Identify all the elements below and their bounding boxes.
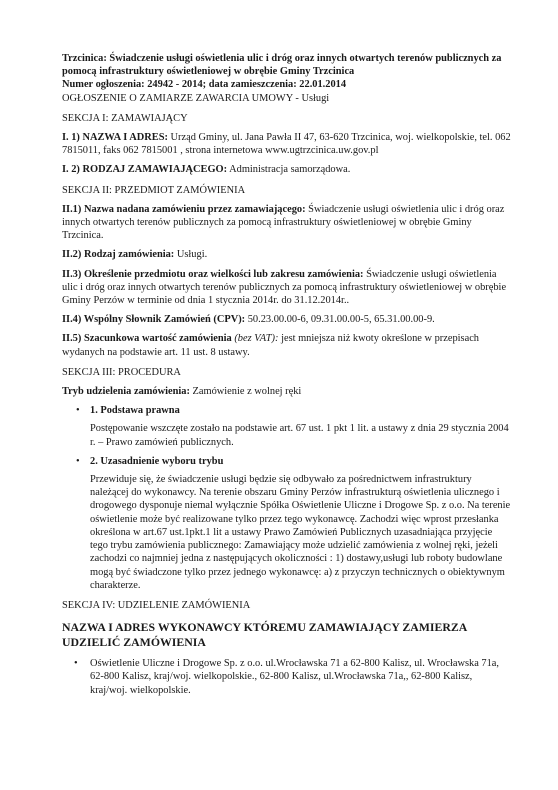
- bullet-icon: •: [76, 405, 80, 417]
- field-label: I. 2) RODZAJ ZAMAWIAJĄCEGO:: [62, 164, 228, 176]
- field-label: I. 1) NAZWA I ADRES:: [62, 132, 168, 144]
- section-2-order-scope: [62, 268, 512, 308]
- section-2-order-name: [62, 203, 512, 243]
- section-1-title: SEKCJA I: ZAMAWIAJĄCY: [62, 112, 188, 124]
- field-label: Tryb udzielenia zamówienia:: [62, 386, 190, 398]
- field-label: II.1) Nazwa nadana zamówieniu przez zamawiającego:: [62, 203, 306, 215]
- notice-type: OGŁOSZENIE O ZAMIARZE ZAWARCIA UMOWY - Usługi: [62, 92, 330, 104]
- field-note: (bez VAT):: [231, 333, 279, 345]
- legal-basis-text: Postępowanie wszczęte zostało na podstawie art. 67 ust. 1 pkt 1 lit. a ustawy z dnia 29 stycznia 2004 r. – Prawo zamówień publicznych.: [90, 423, 509, 448]
- field-label: II.3) Określenie przedmiotu oraz wielkości lub zakresu zamówienia:: [62, 268, 364, 280]
- field-value: jest mniejsza niż kwoty określone w przepisach wydanych na podstawie art. 11 ust. 8 ustawy.: [62, 333, 480, 358]
- contractor-list-item: [62, 657, 512, 697]
- field-value: Administracja samorządowa.: [227, 164, 351, 176]
- field-value: Świadczenie usługi oświetlenia ulic i dróg oraz innych otwartych terenów publicznych za pomocą infrastruktury oświetleniowej w obrębie Gminy Trzcinica.: [62, 203, 505, 242]
- field-label: II.2) Rodzaj zamówienia:: [62, 249, 175, 261]
- section-3-procedure-mode: [62, 385, 512, 398]
- field-value: Usługi.: [174, 249, 208, 261]
- contractor-heading: NAZWA I ADRES WYKONAWCY KTÓREMU ZAMAWIAJĄCY ZAMIERZA UDZIELIĆ ZAMÓWIENIA: [62, 620, 467, 649]
- legal-basis-item: [62, 404, 512, 417]
- notice-title: Trzcinica: Świadczenie usługi oświetlenia ulic i dróg oraz innych otwartych terenów publicznych za pomocą infrastruktury oświetleniowej w obrębie Gminy Trzcinica: [62, 53, 502, 78]
- field-label: II.5) Szacunkowa wartość zamówienia: [62, 333, 232, 345]
- section-2-order-type: [62, 248, 512, 261]
- section-2-title: SEKCJA II: PRZEDMIOT ZAMÓWIENIA: [62, 184, 246, 196]
- section-4-title: SEKCJA IV: UDZIELENIE ZAMÓWIENIA: [62, 599, 251, 611]
- section-2-estimated-value: [62, 332, 512, 358]
- field-label: II.4) Wspólny Słownik Zamówień (CPV):: [62, 314, 246, 326]
- notice-number-date: Numer ogłoszenia: 24942 - 2014; data zamieszczenia: 22.01.2014: [62, 79, 347, 91]
- justification-item: [62, 455, 512, 468]
- field-value: Zamówienie z wolnej ręki: [189, 386, 302, 398]
- field-value: 50.23.00.00-6, 09.31.00.00-5, 65.31.00.00-9.: [245, 314, 435, 326]
- section-2-cpv: [62, 313, 512, 326]
- field-value: Urząd Gminy, ul. Jana Pawła II 47, 63-620 Trzcinica, woj. wielkopolskie, tel. 062 7815011, faks 062 7815001 , strona internetowa www.ugtrzcinica.uw.gov.pl: [62, 132, 511, 157]
- justification-text: Przewiduje się, że świadczenie usługi będzie się odbywało za pośrednictwem infrastruktury należącej do wykonawcy. Na terenie obszaru Gminy Perzów infrastrukturą oświetlenia ulicznego i drogowego dysponuje niemal wyłącznie Spółka Oświetlenie Uliczne i Drogowe Sp. z o.o. Na terenie oświetlenie może być realizowane tylko przez tego wykonawcę. Zachodzi więc wprost przesłanka określona w art.67 ust.1pkt.1 lit a ustawy Prawo Zamówień Publicznych uzasadniająca przyjęcie tego trybu zamówienia publicznego: Zamawiający może udzielić zamówienia z wolnej ręki, jeżeli zachodzi co najmniej jedna z następujących okoliczności : 1) dostawy,usługi lub roboty budowlane mogą być świadczone tylko przez jednego wykonawcę: a) z przyczyn technicznych o obiektywnym charakterze.: [90, 474, 511, 591]
- section-1-contracting-type: [62, 163, 512, 176]
- justification-title: 2. Uzasadnienie wyboru trybu: [90, 455, 224, 467]
- field-value: Świadczenie usługi oświetlenia ulic i dróg oraz innych otwartych terenów publicznych za pomocą infrastruktury oświetleniowej w obrębie Gminy Perzów w terminie od dnia 1 stycznia 2014r. do 31.12.2014r..: [62, 268, 507, 307]
- bullet-icon: •: [74, 658, 78, 670]
- bullet-icon: •: [76, 455, 80, 467]
- section-3-title: SEKCJA III: PROCEDURA: [62, 366, 181, 378]
- legal-basis-title: 1. Podstawa prawna: [90, 405, 180, 417]
- contractor-address: Oświetlenie Uliczne i Drogowe Sp. z o.o. ul.Wrocławska 71 a 62-800 Kalisz, ul. Wrocławska 71a, 62-800 Kalisz, kraj/woj. wielkopolskie., 62-800 Kalisz, ul.Wrocławska 71a,, 62-800 Kalisz, kraj/woj. wielkopolskie.: [90, 658, 500, 696]
- section-1-name-address: [62, 131, 512, 157]
